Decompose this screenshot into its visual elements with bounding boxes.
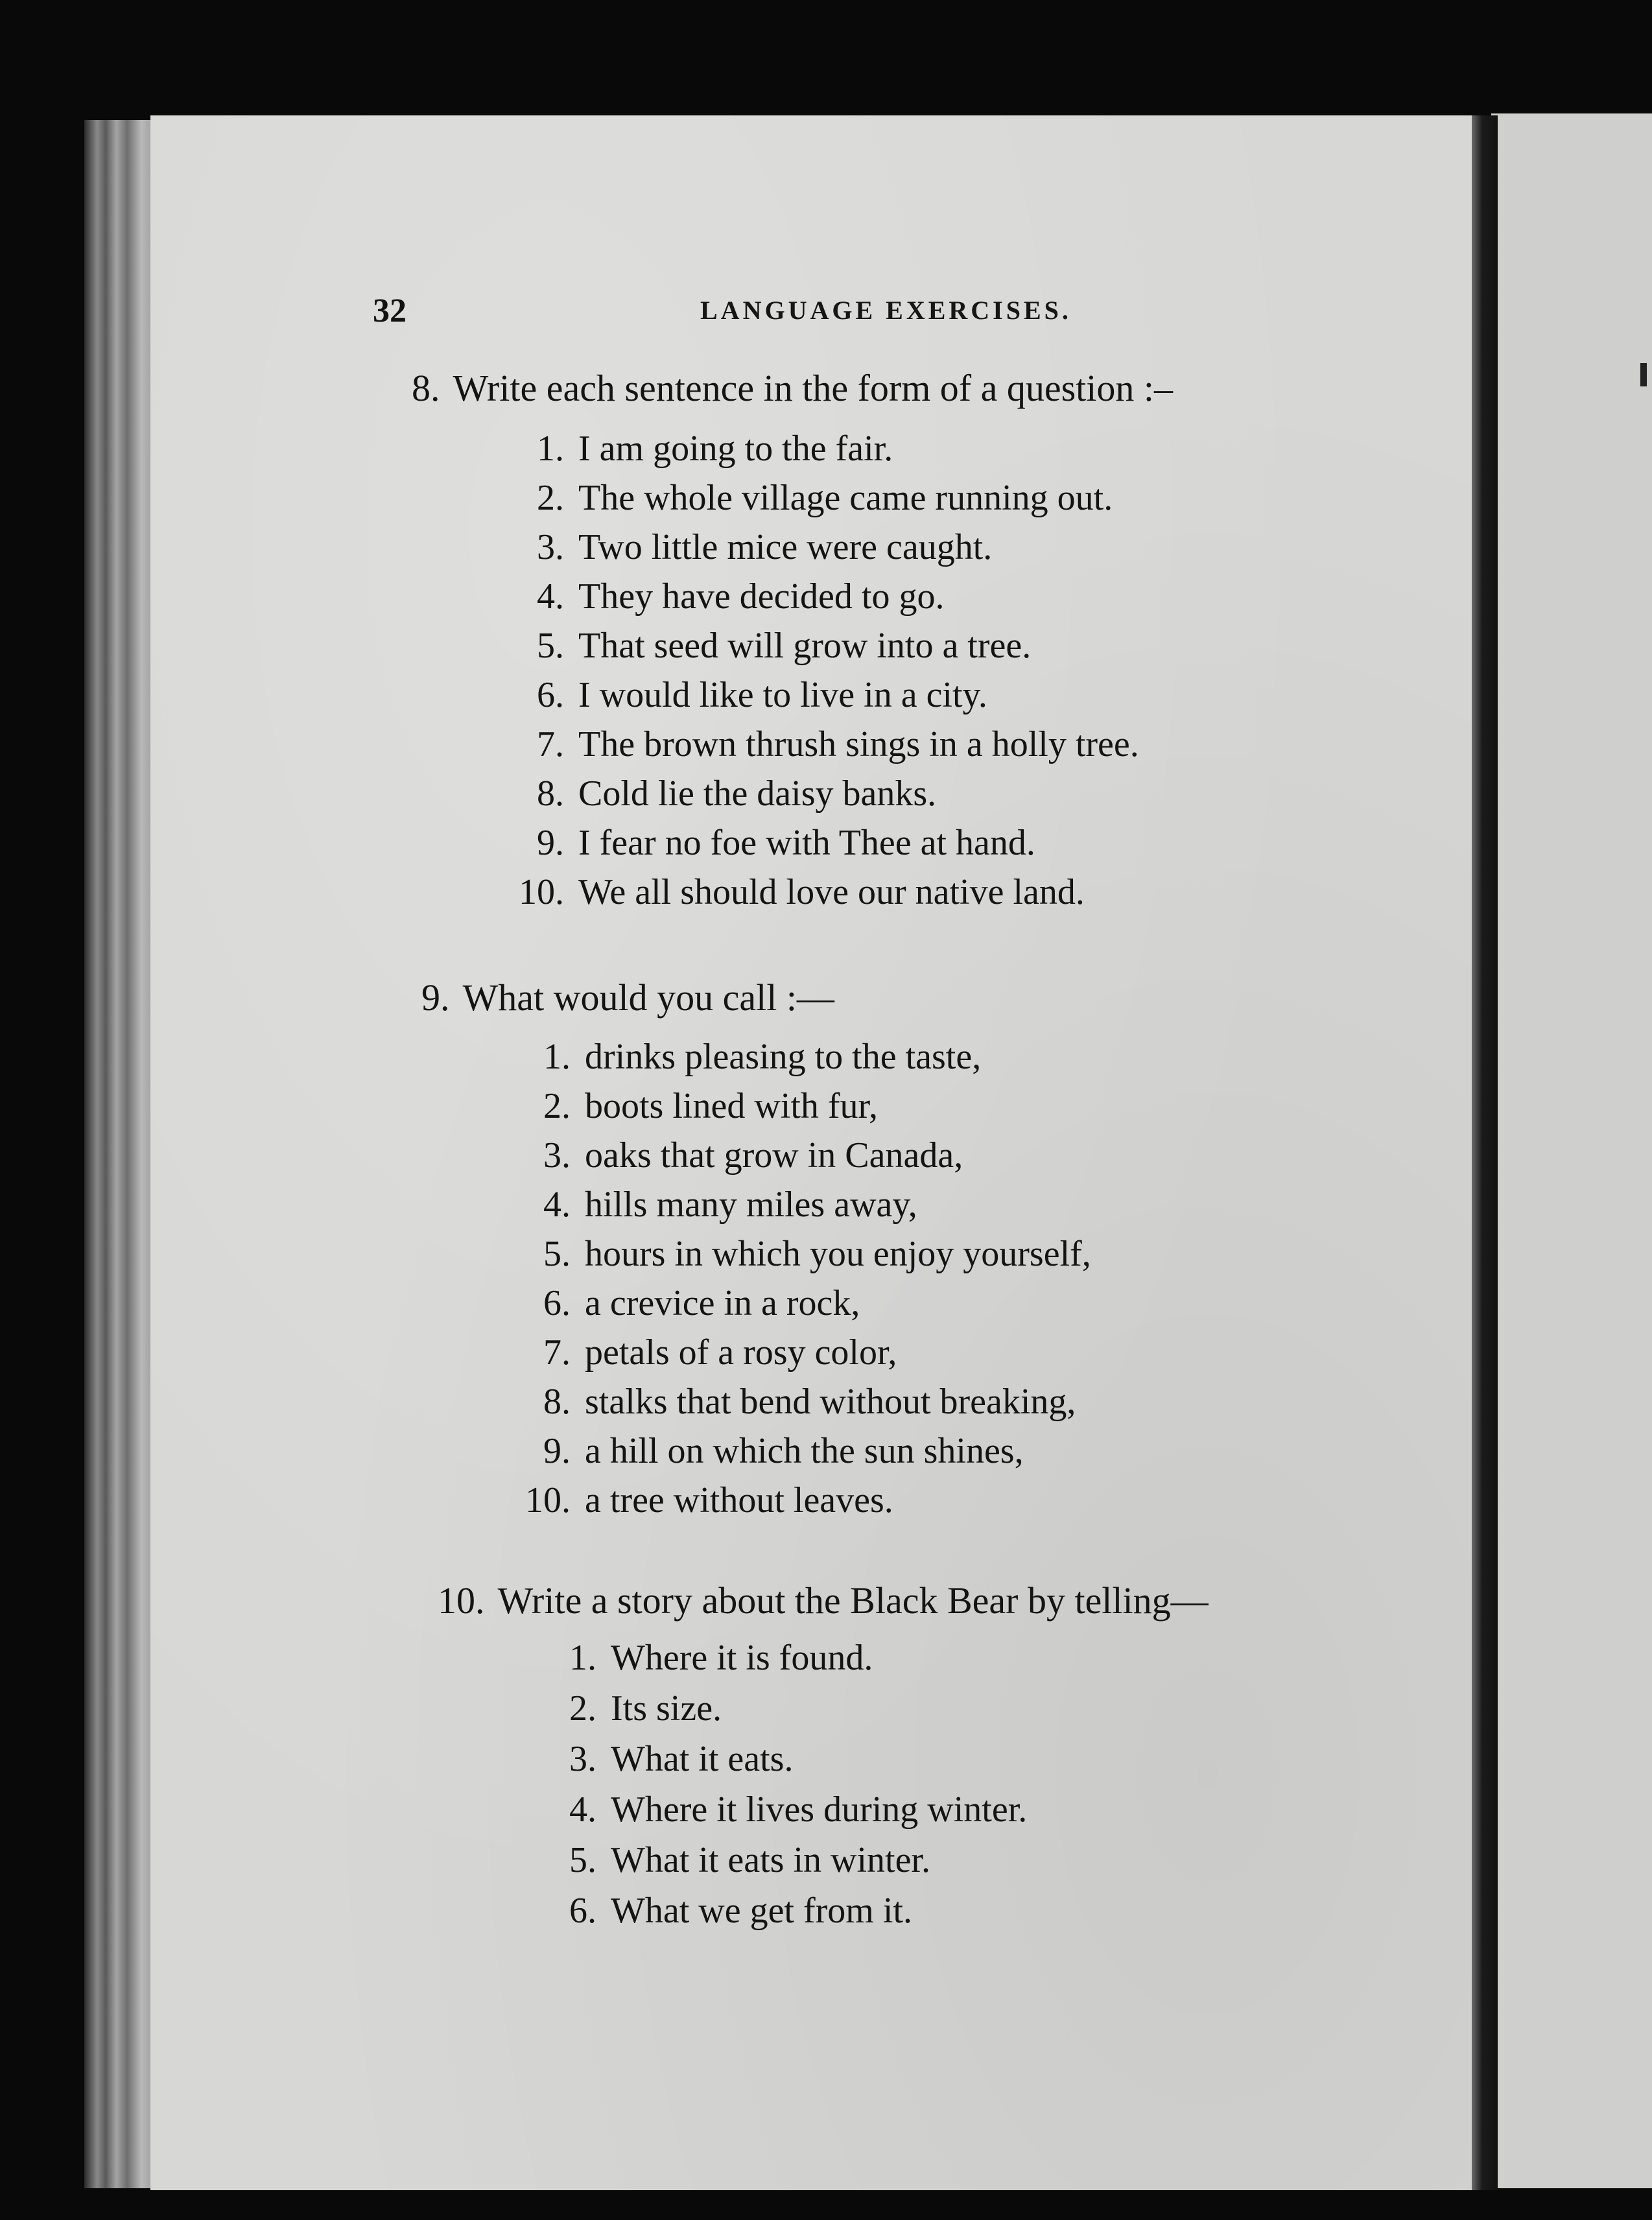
list-item — [506, 428, 893, 469]
item-number: 6. — [543, 1283, 571, 1323]
item-number: 2. — [569, 1688, 596, 1729]
list-item — [512, 1233, 1091, 1275]
item-number: 7. — [537, 724, 564, 764]
item-number: 2. — [543, 1086, 571, 1126]
item-text: boots lined with fur, — [585, 1086, 878, 1126]
item-text: I would like to live in a city. — [578, 675, 987, 715]
item-text: The whole village came running out. — [578, 478, 1113, 518]
exercise-heading — [438, 1579, 1209, 1622]
page-edge-stack — [84, 120, 156, 2188]
item-text: What it eats. — [611, 1739, 794, 1779]
item-number: 3. — [569, 1739, 596, 1779]
item-text: a tree without leaves. — [585, 1480, 893, 1520]
list-item — [538, 1839, 930, 1881]
item-text: What it eats in winter. — [611, 1840, 930, 1880]
item-number: 5. — [543, 1234, 571, 1274]
list-item — [538, 1789, 1027, 1830]
list-item — [506, 526, 992, 568]
exercise-prompt: Write each sentence in the form of a question :– — [453, 367, 1174, 409]
item-number: 5. — [537, 626, 564, 666]
exercise-heading — [421, 976, 834, 1019]
list-item — [538, 1890, 912, 1931]
list-item — [538, 1688, 722, 1729]
item-text: The brown thrush sings in a holly tree. — [578, 724, 1139, 764]
list-item — [506, 674, 987, 716]
running-head: LANGUAGE EXERCISES. — [700, 296, 1072, 325]
item-text: oaks that grow in Canada, — [585, 1135, 963, 1175]
list-item — [506, 576, 944, 617]
item-number: 3. — [543, 1135, 571, 1175]
exercise-number: 8. — [412, 367, 440, 409]
item-text: a hill on which the sun shines, — [585, 1431, 1024, 1471]
item-text: Cold lie the daisy banks. — [578, 773, 937, 814]
list-item — [512, 1480, 893, 1521]
item-text: a crevice in a rock, — [585, 1283, 860, 1323]
list-item — [538, 1637, 873, 1679]
exercise-number: 9. — [421, 976, 450, 1019]
item-number: 1. — [543, 1037, 571, 1077]
item-text: hills many miles away, — [585, 1185, 917, 1225]
item-text: We all should love our native land. — [578, 872, 1085, 912]
item-number: 5. — [569, 1840, 596, 1880]
item-number: 9. — [537, 823, 564, 863]
list-item — [512, 1381, 1076, 1423]
item-text: drinks pleasing to the taste, — [585, 1037, 982, 1077]
facing-page-mark — [1640, 363, 1647, 386]
item-number: 4. — [537, 576, 564, 617]
item-text: Where it lives during winter. — [611, 1789, 1028, 1830]
item-text: I am going to the fair. — [578, 429, 893, 469]
item-number: 2. — [537, 478, 564, 518]
list-item — [538, 1738, 793, 1780]
list-item — [512, 1135, 963, 1176]
item-number: 10. — [525, 1480, 571, 1520]
item-text: Two little mice were caught. — [578, 527, 993, 567]
item-text: I fear no foe with Thee at hand. — [578, 823, 1035, 863]
item-text: petals of a rosy color, — [585, 1332, 897, 1373]
item-number: 9. — [543, 1431, 571, 1471]
exercise-prompt: What would you call :— — [462, 976, 834, 1019]
list-item — [512, 1184, 917, 1225]
item-number: 8. — [537, 773, 564, 814]
list-item — [506, 724, 1139, 765]
item-number: 7. — [543, 1332, 571, 1373]
item-number: 10. — [519, 872, 564, 912]
list-item — [506, 822, 1035, 864]
list-item — [512, 1036, 981, 1078]
item-number: 3. — [537, 527, 564, 567]
exercise-prompt: Write a story about the Black Bear by telling— — [497, 1579, 1209, 1622]
page-number: 32 — [373, 292, 407, 329]
item-number: 1. — [569, 1638, 596, 1678]
list-item — [512, 1430, 1024, 1472]
facing-page — [1491, 113, 1652, 2188]
item-number: 4. — [569, 1789, 596, 1830]
item-text: stalks that bend without breaking, — [585, 1382, 1076, 1422]
item-text: Its size. — [611, 1688, 722, 1729]
item-number: 1. — [537, 429, 564, 469]
list-item — [506, 625, 1031, 667]
item-text: That seed will grow into a tree. — [578, 626, 1032, 666]
list-item — [506, 477, 1113, 519]
item-text: hours in which you enjoy yourself, — [585, 1234, 1091, 1274]
item-number: 8. — [543, 1382, 571, 1422]
item-number: 6. — [537, 675, 564, 715]
exercise-heading — [412, 366, 1173, 410]
item-number: 6. — [569, 1891, 596, 1931]
list-item — [512, 1282, 860, 1324]
item-text: They have decided to go. — [578, 576, 945, 617]
list-item — [506, 871, 1085, 913]
book-gutter — [1472, 115, 1498, 2190]
list-item — [512, 1332, 897, 1373]
item-text: Where it is found. — [611, 1638, 873, 1678]
list-item — [512, 1085, 878, 1127]
item-text: What we get from it. — [611, 1891, 912, 1931]
item-number: 4. — [543, 1185, 571, 1225]
exercise-number: 10. — [438, 1579, 485, 1622]
list-item — [506, 773, 936, 814]
